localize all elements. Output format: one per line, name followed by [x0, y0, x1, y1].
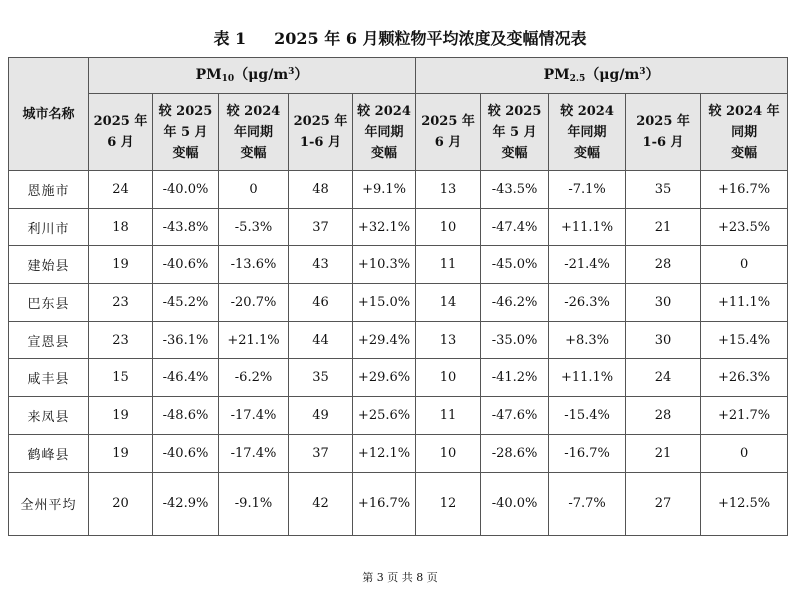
particulate-matter-table: [8, 57, 788, 536]
table-number-label: 表 1: [213, 29, 247, 48]
pm25-ytd-yoy-change-cell: +12.5%: [701, 472, 788, 535]
pm25-unit-pre: （μg/m: [585, 66, 640, 83]
pm25-yoy-change-cell: -7.1%: [549, 171, 626, 209]
pm25-mom-change-cell: -28.6%: [481, 434, 549, 472]
pm10-ytd-yoy-change-cell: +29.6%: [353, 359, 416, 397]
pm10-mom-change-cell: -46.4%: [153, 359, 219, 397]
table-title-text: 2025 年 6 月颗粒物平均浓度及变幅情况表: [274, 29, 587, 48]
pm10-jun-2025-cell: 24: [89, 171, 153, 209]
table-row: [9, 359, 788, 397]
pm10-jun-2025-cell: 19: [89, 397, 153, 435]
pm25-yoy-change-cell: -16.7%: [549, 434, 626, 472]
pm10-mom-change-cell: -36.1%: [153, 321, 219, 359]
pm25-ytd-yoy-change-cell: 0: [701, 246, 788, 284]
pm25-ytd-2025-cell: 21: [626, 434, 701, 472]
pm10-yoy-change-cell: -5.3%: [219, 208, 289, 246]
pm10-jun-2025-cell: 23: [89, 321, 153, 359]
pm25-mom-change-cell: -40.0%: [481, 472, 549, 535]
pm25-mom-change-header: 较 2025 年 5 月 变幅: [481, 94, 549, 171]
pm10-ytd-2025-cell: 48: [289, 171, 353, 209]
pm25-jun-2025-cell: 13: [416, 321, 481, 359]
pm10-jun-2025-cell: 19: [89, 434, 153, 472]
page-footer: 第 3 页 共 8 页: [362, 571, 438, 584]
pm25-mom-change-cell: -47.4%: [481, 208, 549, 246]
pm10-jun-2025-header: 2025 年 6 月: [89, 94, 153, 171]
city-name-cell: 建始县: [9, 246, 89, 284]
pm10-mom-change-cell: -40.6%: [153, 434, 219, 472]
pm25-sub: 2.5: [569, 73, 586, 84]
pm25-jun-2025-cell: 11: [416, 246, 481, 284]
pm25-yoy-change-cell: -15.4%: [549, 397, 626, 435]
pm10-mom-change-cell: -42.9%: [153, 472, 219, 535]
pm25-ytd-2025-cell: 28: [626, 246, 701, 284]
pm10-jun-2025-cell: 20: [89, 472, 153, 535]
header-row-columns: [9, 94, 788, 171]
table-row: [9, 208, 788, 246]
pm25-ytd-yoy-change-cell: +16.7%: [701, 171, 788, 209]
pm25-ytd-yoy-change-cell: +11.1%: [701, 284, 788, 322]
pm10-mom-change-cell: -45.2%: [153, 284, 219, 322]
pm10-mom-change-cell: -43.8%: [153, 208, 219, 246]
pm25-base: PM: [543, 66, 570, 83]
pm10-yoy-change-cell: -17.4%: [219, 434, 289, 472]
pm10-ytd-2025-cell: 37: [289, 208, 353, 246]
pm10-ytd-2025-cell: 43: [289, 246, 353, 284]
header-row-groups: [9, 58, 788, 94]
pm10-ytd-yoy-change-cell: +10.3%: [353, 246, 416, 284]
pm10-jun-2025-cell: 15: [89, 359, 153, 397]
city-name-cell: 全州平均: [9, 472, 89, 535]
pm25-yoy-change-cell: -26.3%: [549, 284, 626, 322]
city-name-cell: 宣恩县: [9, 321, 89, 359]
pm25-jun-2025-cell: 11: [416, 397, 481, 435]
table-row: [9, 434, 788, 472]
pm10-sub: 10: [221, 73, 235, 84]
pm25-ytd-2025-cell: 30: [626, 284, 701, 322]
pm10-ytd-yoy-change-cell: +29.4%: [353, 321, 416, 359]
city-name-cell: 鹤峰县: [9, 434, 89, 472]
pm10-group-header: [89, 58, 416, 94]
pm10-ytd-yoy-change-cell: +32.1%: [353, 208, 416, 246]
pm10-ytd-2025-cell: 44: [289, 321, 353, 359]
pm25-ytd-yoy-change-cell: +23.5%: [701, 208, 788, 246]
city-name-header: 城市名称: [9, 58, 89, 171]
city-name-cell: 咸丰县: [9, 359, 89, 397]
table-row: [9, 171, 788, 209]
pm10-jun-2025-cell: 23: [89, 284, 153, 322]
pm25-unit-sup: 3: [639, 66, 646, 77]
pm10-ytd-2025-header: 2025 年 1-6 月: [289, 94, 353, 171]
pm10-ytd-yoy-change-cell: +12.1%: [353, 434, 416, 472]
pm25-ytd-yoy-change-cell: 0: [701, 434, 788, 472]
table-row: [9, 472, 788, 535]
pm25-mom-change-cell: -45.0%: [481, 246, 549, 284]
pm25-yoy-change-cell: -21.4%: [549, 246, 626, 284]
table-row: [9, 284, 788, 322]
pm25-group-header: [416, 58, 788, 94]
pm10-mom-change-header: 较 2025 年 5 月 变幅: [153, 94, 219, 171]
pm25-ytd-2025-cell: 27: [626, 472, 701, 535]
pm25-ytd-yoy-change-cell: +21.7%: [701, 397, 788, 435]
pm25-mom-change-cell: -43.5%: [481, 171, 549, 209]
pm25-mom-change-cell: -46.2%: [481, 284, 549, 322]
pm10-jun-2025-cell: 19: [89, 246, 153, 284]
pm25-yoy-change-cell: +8.3%: [549, 321, 626, 359]
pm10-yoy-change-cell: -17.4%: [219, 397, 289, 435]
pm25-yoy-change-header: 较 2024 年同期 变幅: [549, 94, 626, 171]
pm25-ytd-2025-cell: 30: [626, 321, 701, 359]
pm25-ytd-yoy-change-cell: +26.3%: [701, 359, 788, 397]
pm25-ytd-2025-cell: 24: [626, 359, 701, 397]
pm10-yoy-change-cell: -20.7%: [219, 284, 289, 322]
pm25-jun-2025-cell: 10: [416, 359, 481, 397]
pm10-ytd-2025-cell: 42: [289, 472, 353, 535]
pm10-yoy-change-cell: +21.1%: [219, 321, 289, 359]
pm10-ytd-2025-cell: 37: [289, 434, 353, 472]
city-name-cell: 恩施市: [9, 171, 89, 209]
pm25-jun-2025-cell: 10: [416, 434, 481, 472]
pm25-mom-change-cell: -35.0%: [481, 321, 549, 359]
pm10-ytd-2025-cell: 46: [289, 284, 353, 322]
pm25-ytd-yoy-change-cell: +15.4%: [701, 321, 788, 359]
pm25-ytd-2025-cell: 35: [626, 171, 701, 209]
pm25-ytd-2025-header: 2025 年 1-6 月: [626, 94, 701, 171]
pm25-jun-2025-cell: 14: [416, 284, 481, 322]
table-row: [9, 246, 788, 284]
table-body: [9, 171, 788, 536]
pm10-ytd-yoy-change-cell: +9.1%: [353, 171, 416, 209]
pm10-mom-change-cell: -40.6%: [153, 246, 219, 284]
pm10-ytd-yoy-change-cell: +15.0%: [353, 284, 416, 322]
city-name-cell: 利川市: [9, 208, 89, 246]
pm25-jun-2025-cell: 12: [416, 472, 481, 535]
pm10-yoy-change-cell: 0: [219, 171, 289, 209]
pm10-ytd-yoy-change-cell: +16.7%: [353, 472, 416, 535]
pm10-mom-change-cell: -40.0%: [153, 171, 219, 209]
pm10-ytd-2025-cell: 49: [289, 397, 353, 435]
city-name-cell: 来凤县: [9, 397, 89, 435]
pm25-yoy-change-cell: +11.1%: [549, 208, 626, 246]
city-name-cell: 巴东县: [9, 284, 89, 322]
pm25-yoy-change-cell: +11.1%: [549, 359, 626, 397]
pm25-jun-2025-cell: 13: [416, 171, 481, 209]
pm10-yoy-change-header: 较 2024 年同期 变幅: [219, 94, 289, 171]
pm10-yoy-change-cell: -6.2%: [219, 359, 289, 397]
pm10-mom-change-cell: -48.6%: [153, 397, 219, 435]
pm10-jun-2025-cell: 18: [89, 208, 153, 246]
pm10-yoy-change-cell: -13.6%: [219, 246, 289, 284]
pm25-yoy-change-cell: -7.7%: [549, 472, 626, 535]
table-row: [9, 397, 788, 435]
pm10-base: PM: [195, 66, 222, 83]
pm10-yoy-change-cell: -9.1%: [219, 472, 289, 535]
pm25-mom-change-cell: -41.2%: [481, 359, 549, 397]
pm10-unit-post: ）: [294, 66, 309, 83]
table-title: [0, 28, 800, 50]
pm25-ytd-yoy-change-header: 较 2024 年 同期 变幅: [701, 94, 788, 171]
pm10-unit-pre: （μg/m: [234, 66, 289, 83]
pm25-jun-2025-cell: 10: [416, 208, 481, 246]
pm25-unit-post: ）: [645, 66, 660, 83]
pm10-ytd-yoy-change-cell: +25.6%: [353, 397, 416, 435]
pm25-ytd-2025-cell: 21: [626, 208, 701, 246]
pm25-jun-2025-header: 2025 年 6 月: [416, 94, 481, 171]
pm10-ytd-2025-cell: 35: [289, 359, 353, 397]
pm10-ytd-yoy-change-header: 较 2024 年同期 变幅: [353, 94, 416, 171]
pm10-unit-sup: 3: [288, 66, 295, 77]
table-row: [9, 321, 788, 359]
pm25-ytd-2025-cell: 28: [626, 397, 701, 435]
pm25-mom-change-cell: -47.6%: [481, 397, 549, 435]
